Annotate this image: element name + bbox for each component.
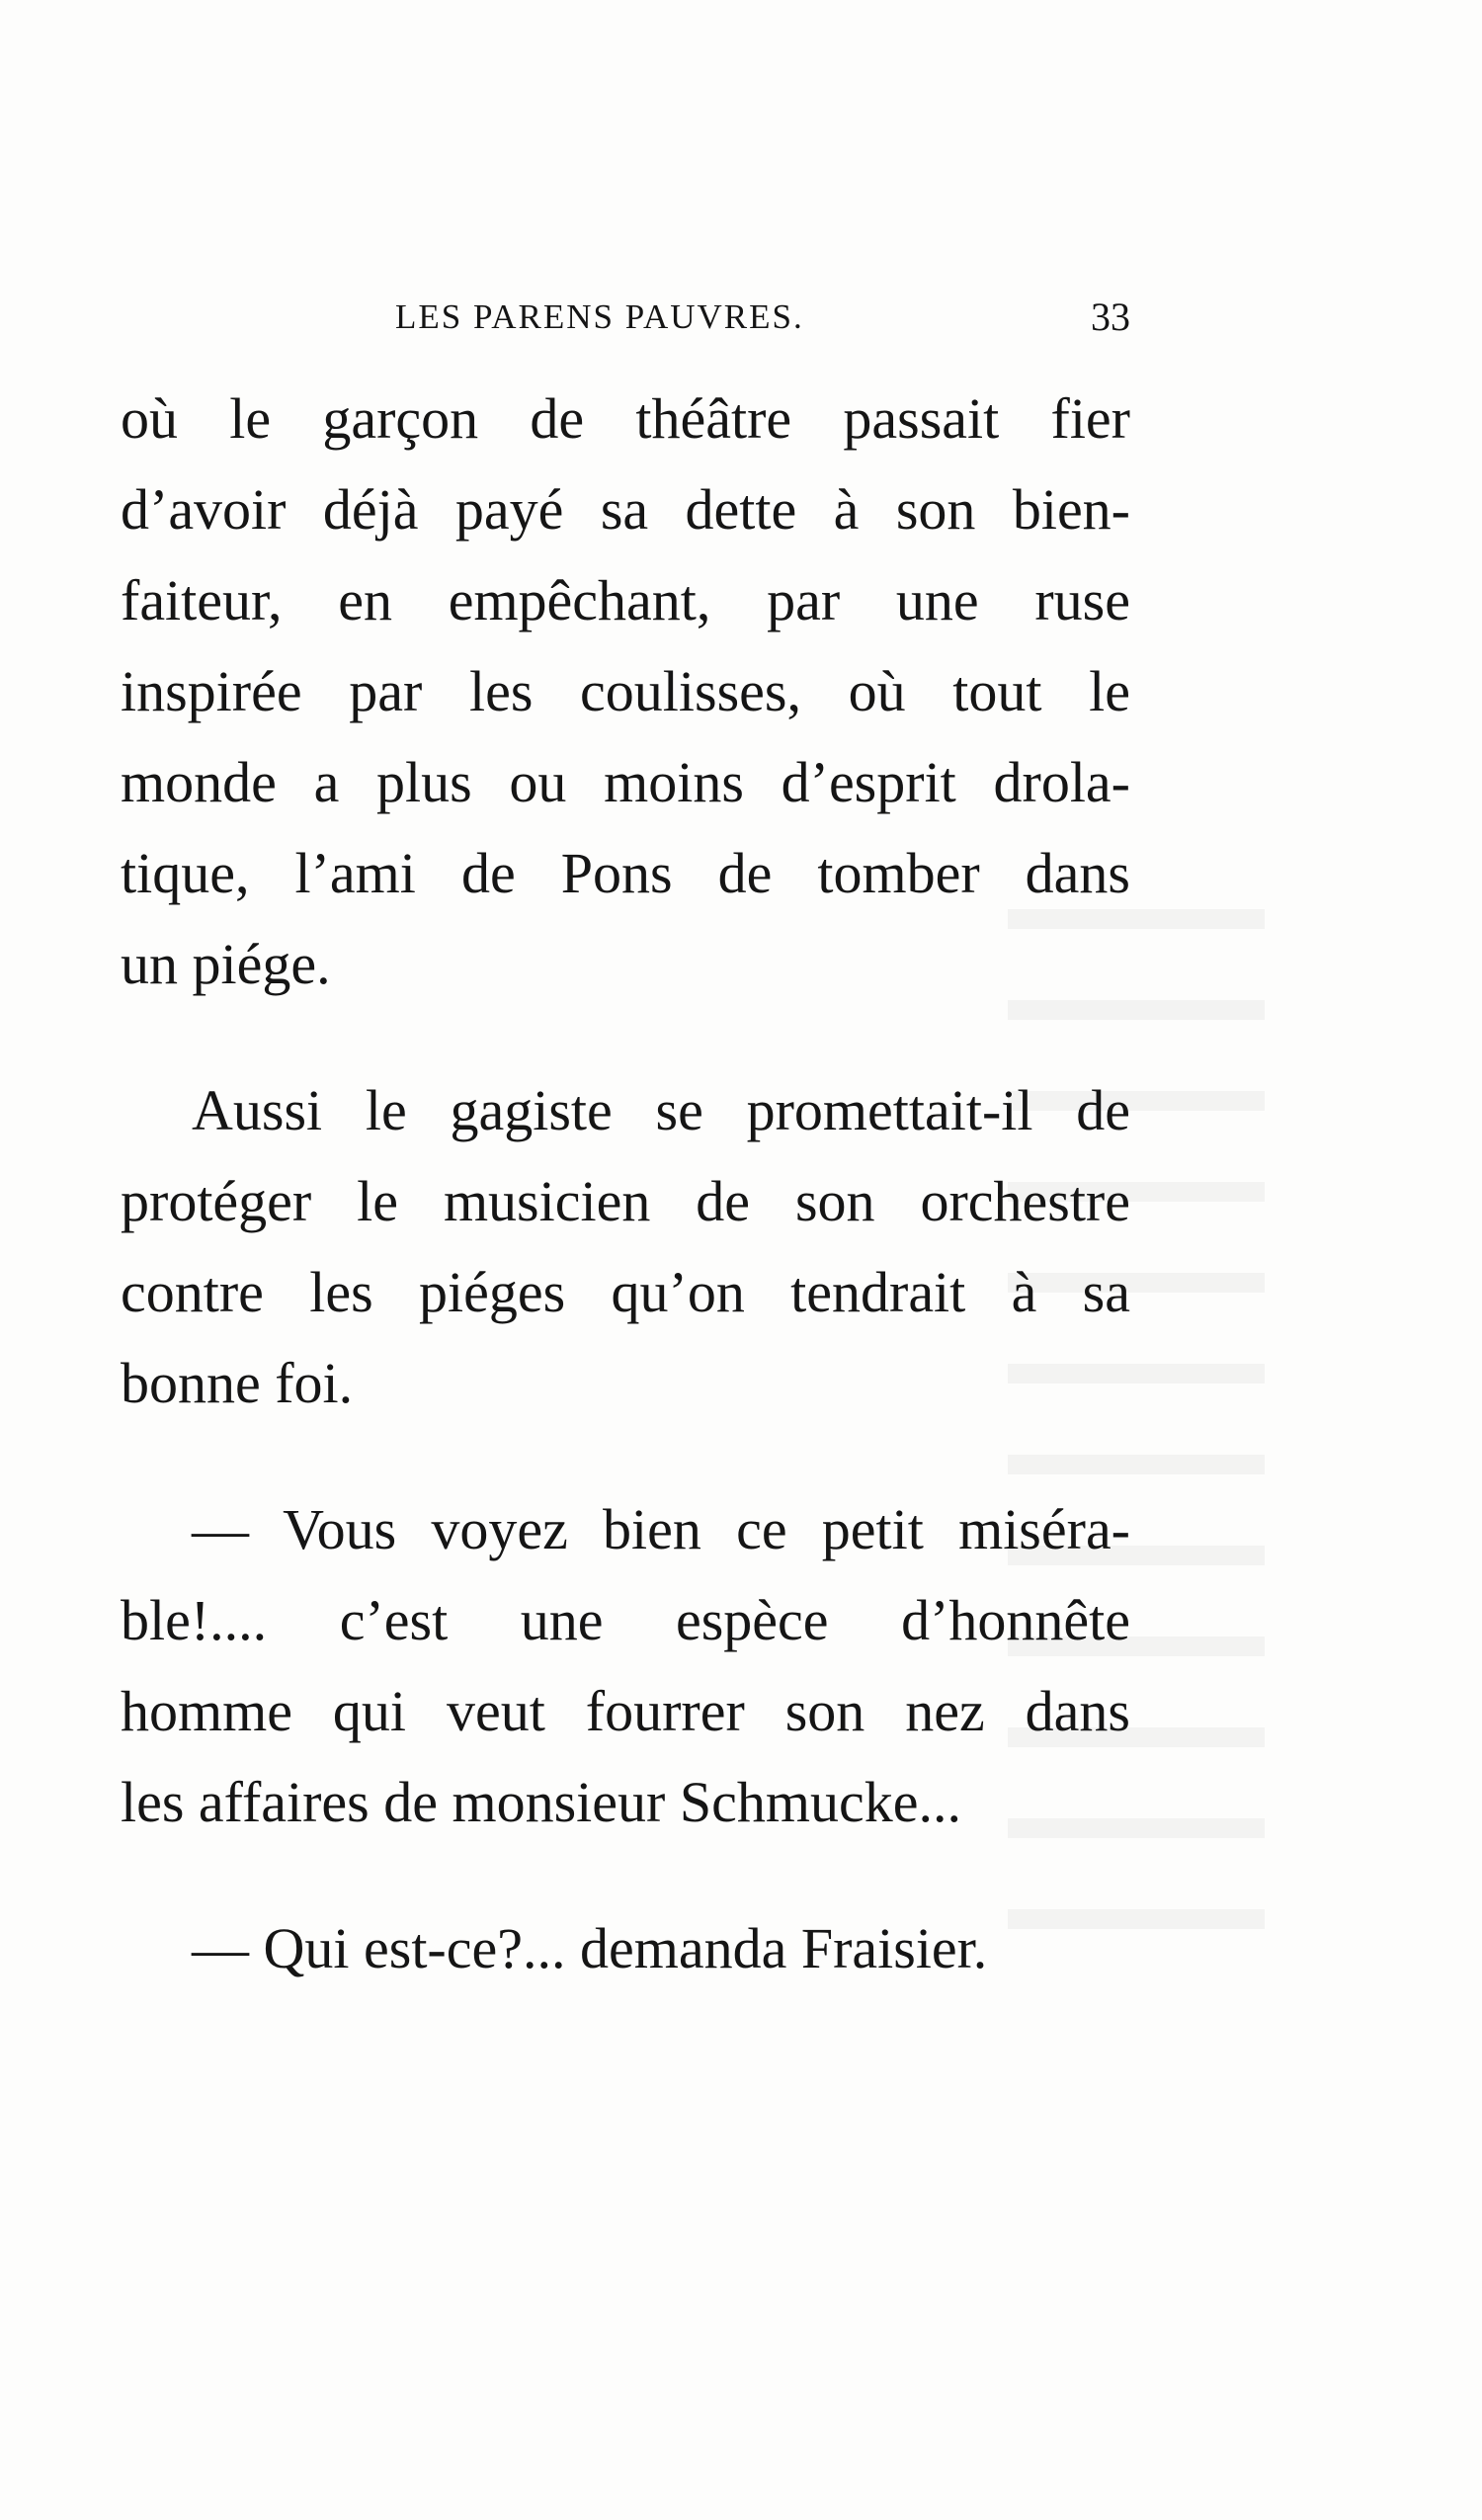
- text-line: — Qui est-ce?... demanda Fraisier.: [192, 1916, 988, 1980]
- running-title: LES PARENS PAUVRES.: [395, 297, 804, 336]
- paragraph-gap: [121, 1429, 1130, 1484]
- text-line: homme qui veut fourrer son nez dans: [121, 1679, 1130, 1743]
- paragraph-1: [121, 374, 1130, 1010]
- page-number: 33: [1091, 294, 1130, 339]
- text-line: tique, l’ami de Pons de tomber dans: [121, 841, 1130, 905]
- paragraph-4: [121, 1903, 1130, 1994]
- text-line: Aussi le gagiste se promettait-il de: [192, 1078, 1130, 1142]
- paragraph-3: [121, 1484, 1130, 1848]
- text-line: les affaires de monsieur Schmucke...: [121, 1770, 961, 1834]
- text-line: où le garçon de théâtre passait fier: [121, 386, 1130, 451]
- text-line: bonne foi.: [121, 1351, 354, 1415]
- text-line: faiteur, en empêchant, par une ruse: [121, 568, 1130, 632]
- running-head: [121, 293, 1130, 342]
- paragraph-2: [121, 1065, 1130, 1429]
- text-line: ble!.... c’est une espèce d’honnête: [121, 1588, 1130, 1652]
- text-line: un piége.: [121, 932, 331, 996]
- text-line: inspirée par les coulisses, où tout le: [121, 659, 1130, 723]
- text-line: contre les piéges qu’on tendrait à sa: [121, 1260, 1130, 1324]
- paragraph-gap: [121, 1010, 1130, 1065]
- paragraph-gap: [121, 1848, 1130, 1903]
- text-line: monde a plus ou moins d’esprit drola-: [121, 750, 1130, 814]
- text-line: — Vous voyez bien ce petit miséra-: [192, 1497, 1130, 1561]
- text-line: d’avoir déjà payé sa dette à son bien-: [121, 477, 1130, 542]
- text-block: [121, 374, 1130, 1994]
- text-line: protéger le musicien de son orchestre: [121, 1169, 1130, 1233]
